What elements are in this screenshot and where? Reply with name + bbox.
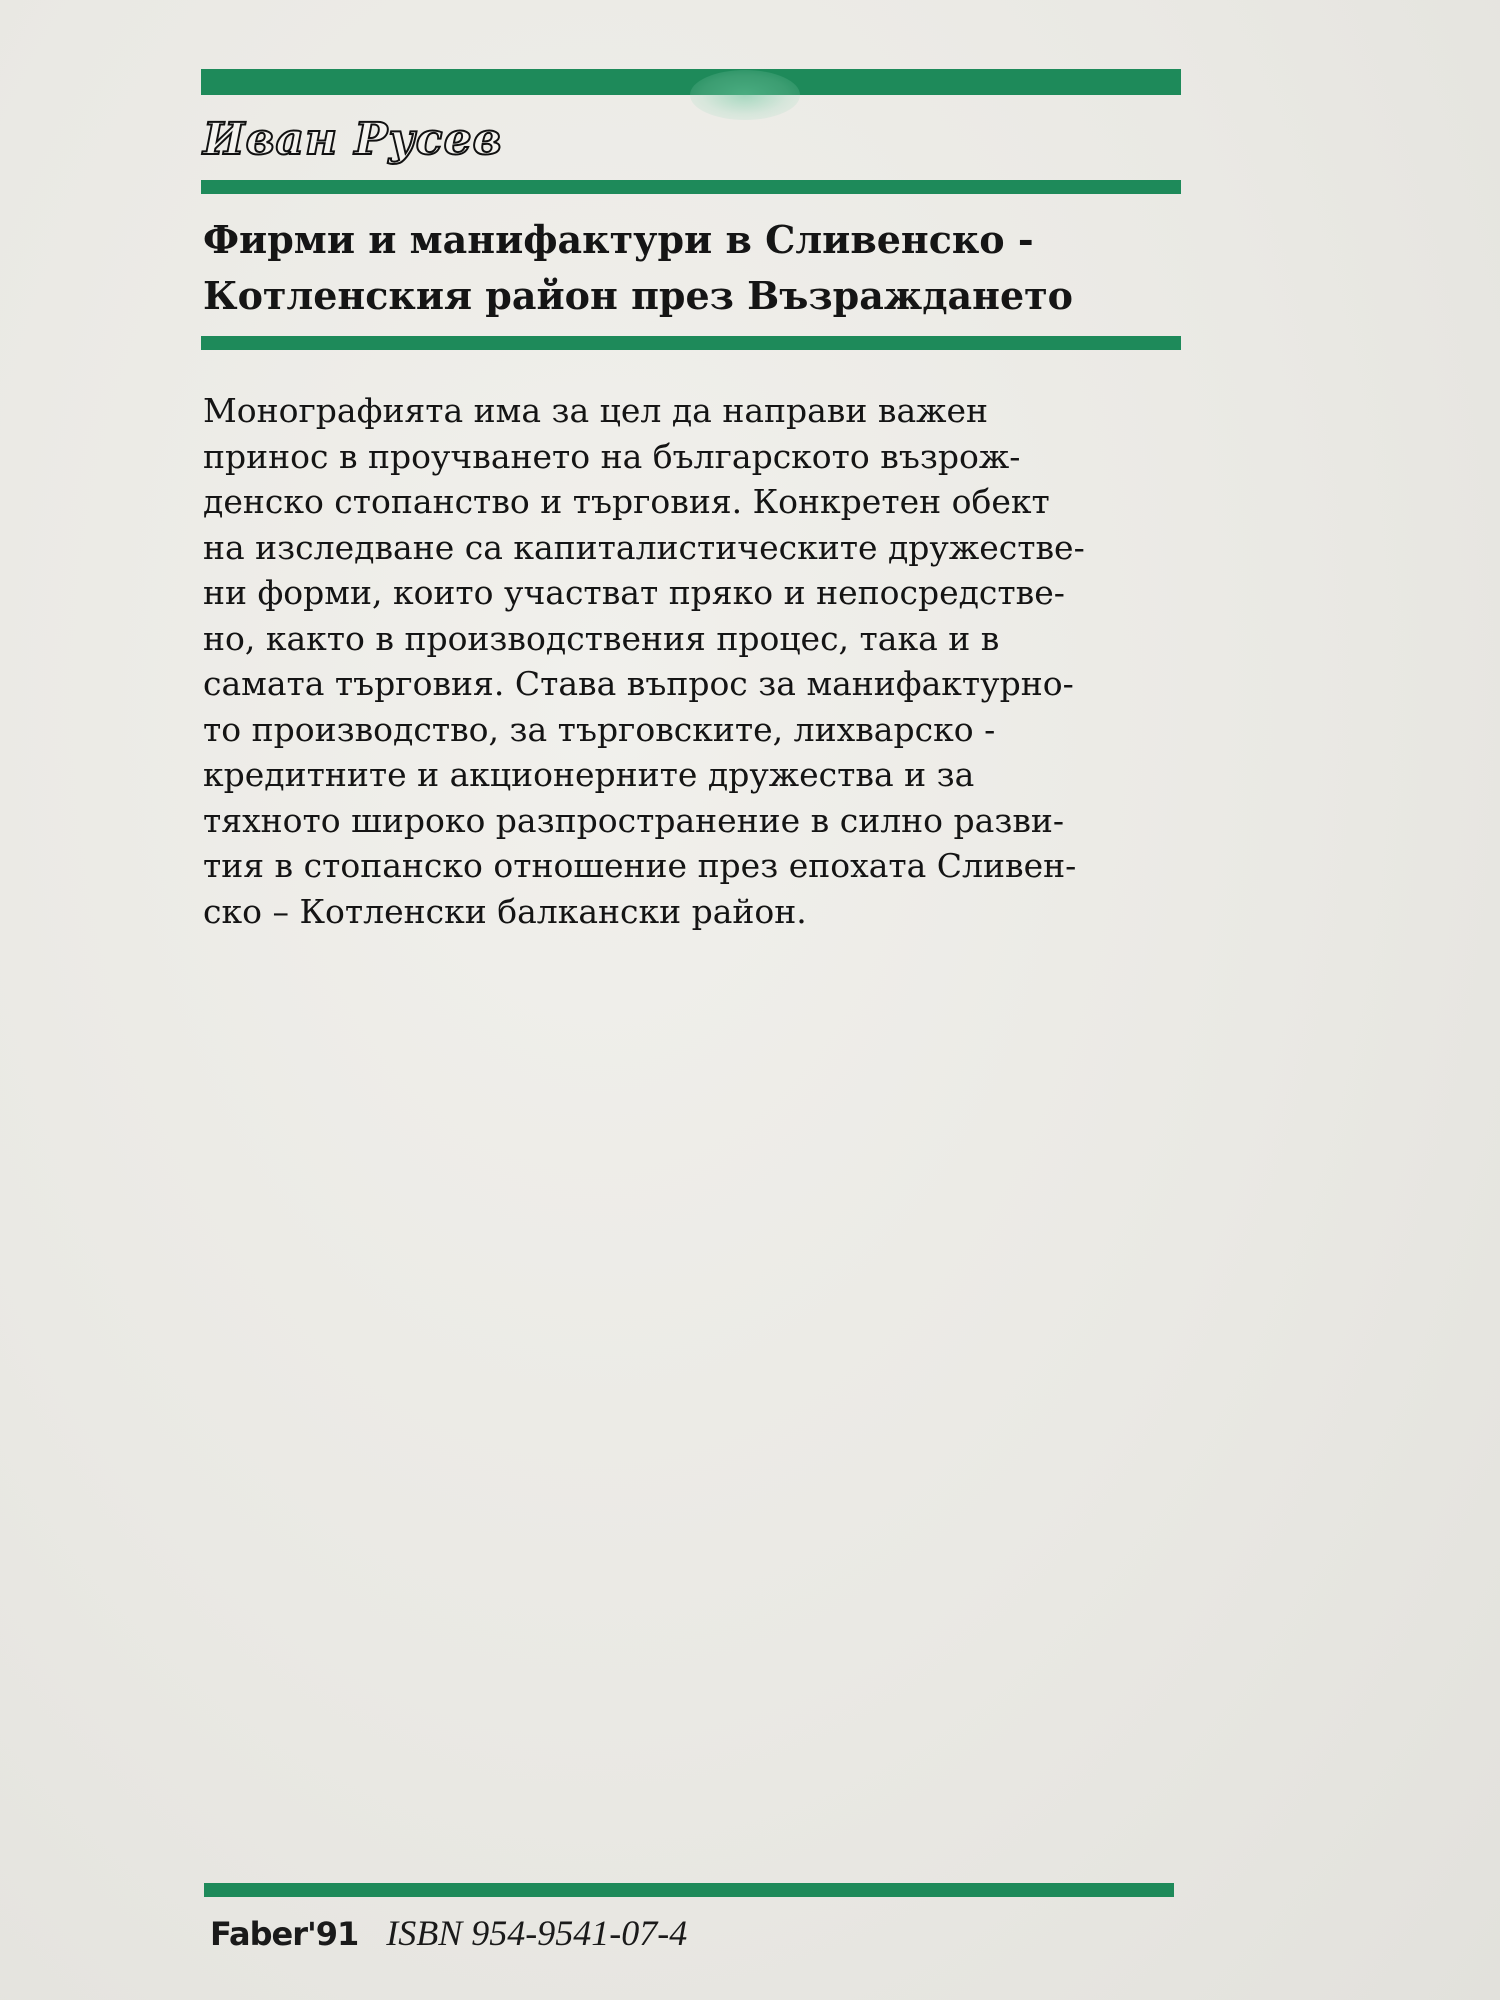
description-line: но, както в производствения процес, така и в: [203, 618, 1000, 658]
author-name: Иван Русев: [203, 114, 503, 165]
footer: [210, 1912, 687, 1954]
description-line: самата търговия. Става въпрос за манифактурно-: [203, 664, 1074, 703]
title-line: Фирми и манифактури в Сливенско -: [203, 217, 1034, 262]
title-line: Котленския район през Възраждането: [203, 273, 1074, 318]
author-underline-rule: [201, 180, 1181, 194]
description-line: кредитните и акционерните дружества и за: [203, 755, 975, 794]
book-title: [203, 212, 1163, 324]
description-line: то производство, за търговските, лихварско -: [203, 709, 996, 749]
description: [203, 388, 1193, 934]
description-line: ско – Котленски балкански район.: [203, 891, 807, 931]
description-line: тия в стопанско отношение през епохата Сливен-: [203, 846, 1077, 885]
description-line: Монографията има за цел да направи важен: [203, 391, 989, 430]
description-line: ни форми, които участват пряко и непосредстве-: [203, 573, 1065, 612]
description-line: денско стопанство и търговия. Конкретен обект: [203, 482, 1050, 521]
isbn: ISBN 954-9541-07-4: [386, 1913, 688, 1953]
bottom-green-rule: [204, 1883, 1174, 1897]
description-line: на изследване са капиталистическите дружестве-: [203, 527, 1085, 567]
ink-smudge: [690, 70, 800, 120]
title-underline-rule: [201, 336, 1181, 350]
description-line: принос в проучването на българското възрож-: [203, 436, 1021, 476]
publisher-logo: Faber'91: [210, 1915, 359, 1953]
description-line: тяхното широко разпространение в силно разви-: [203, 800, 1065, 840]
